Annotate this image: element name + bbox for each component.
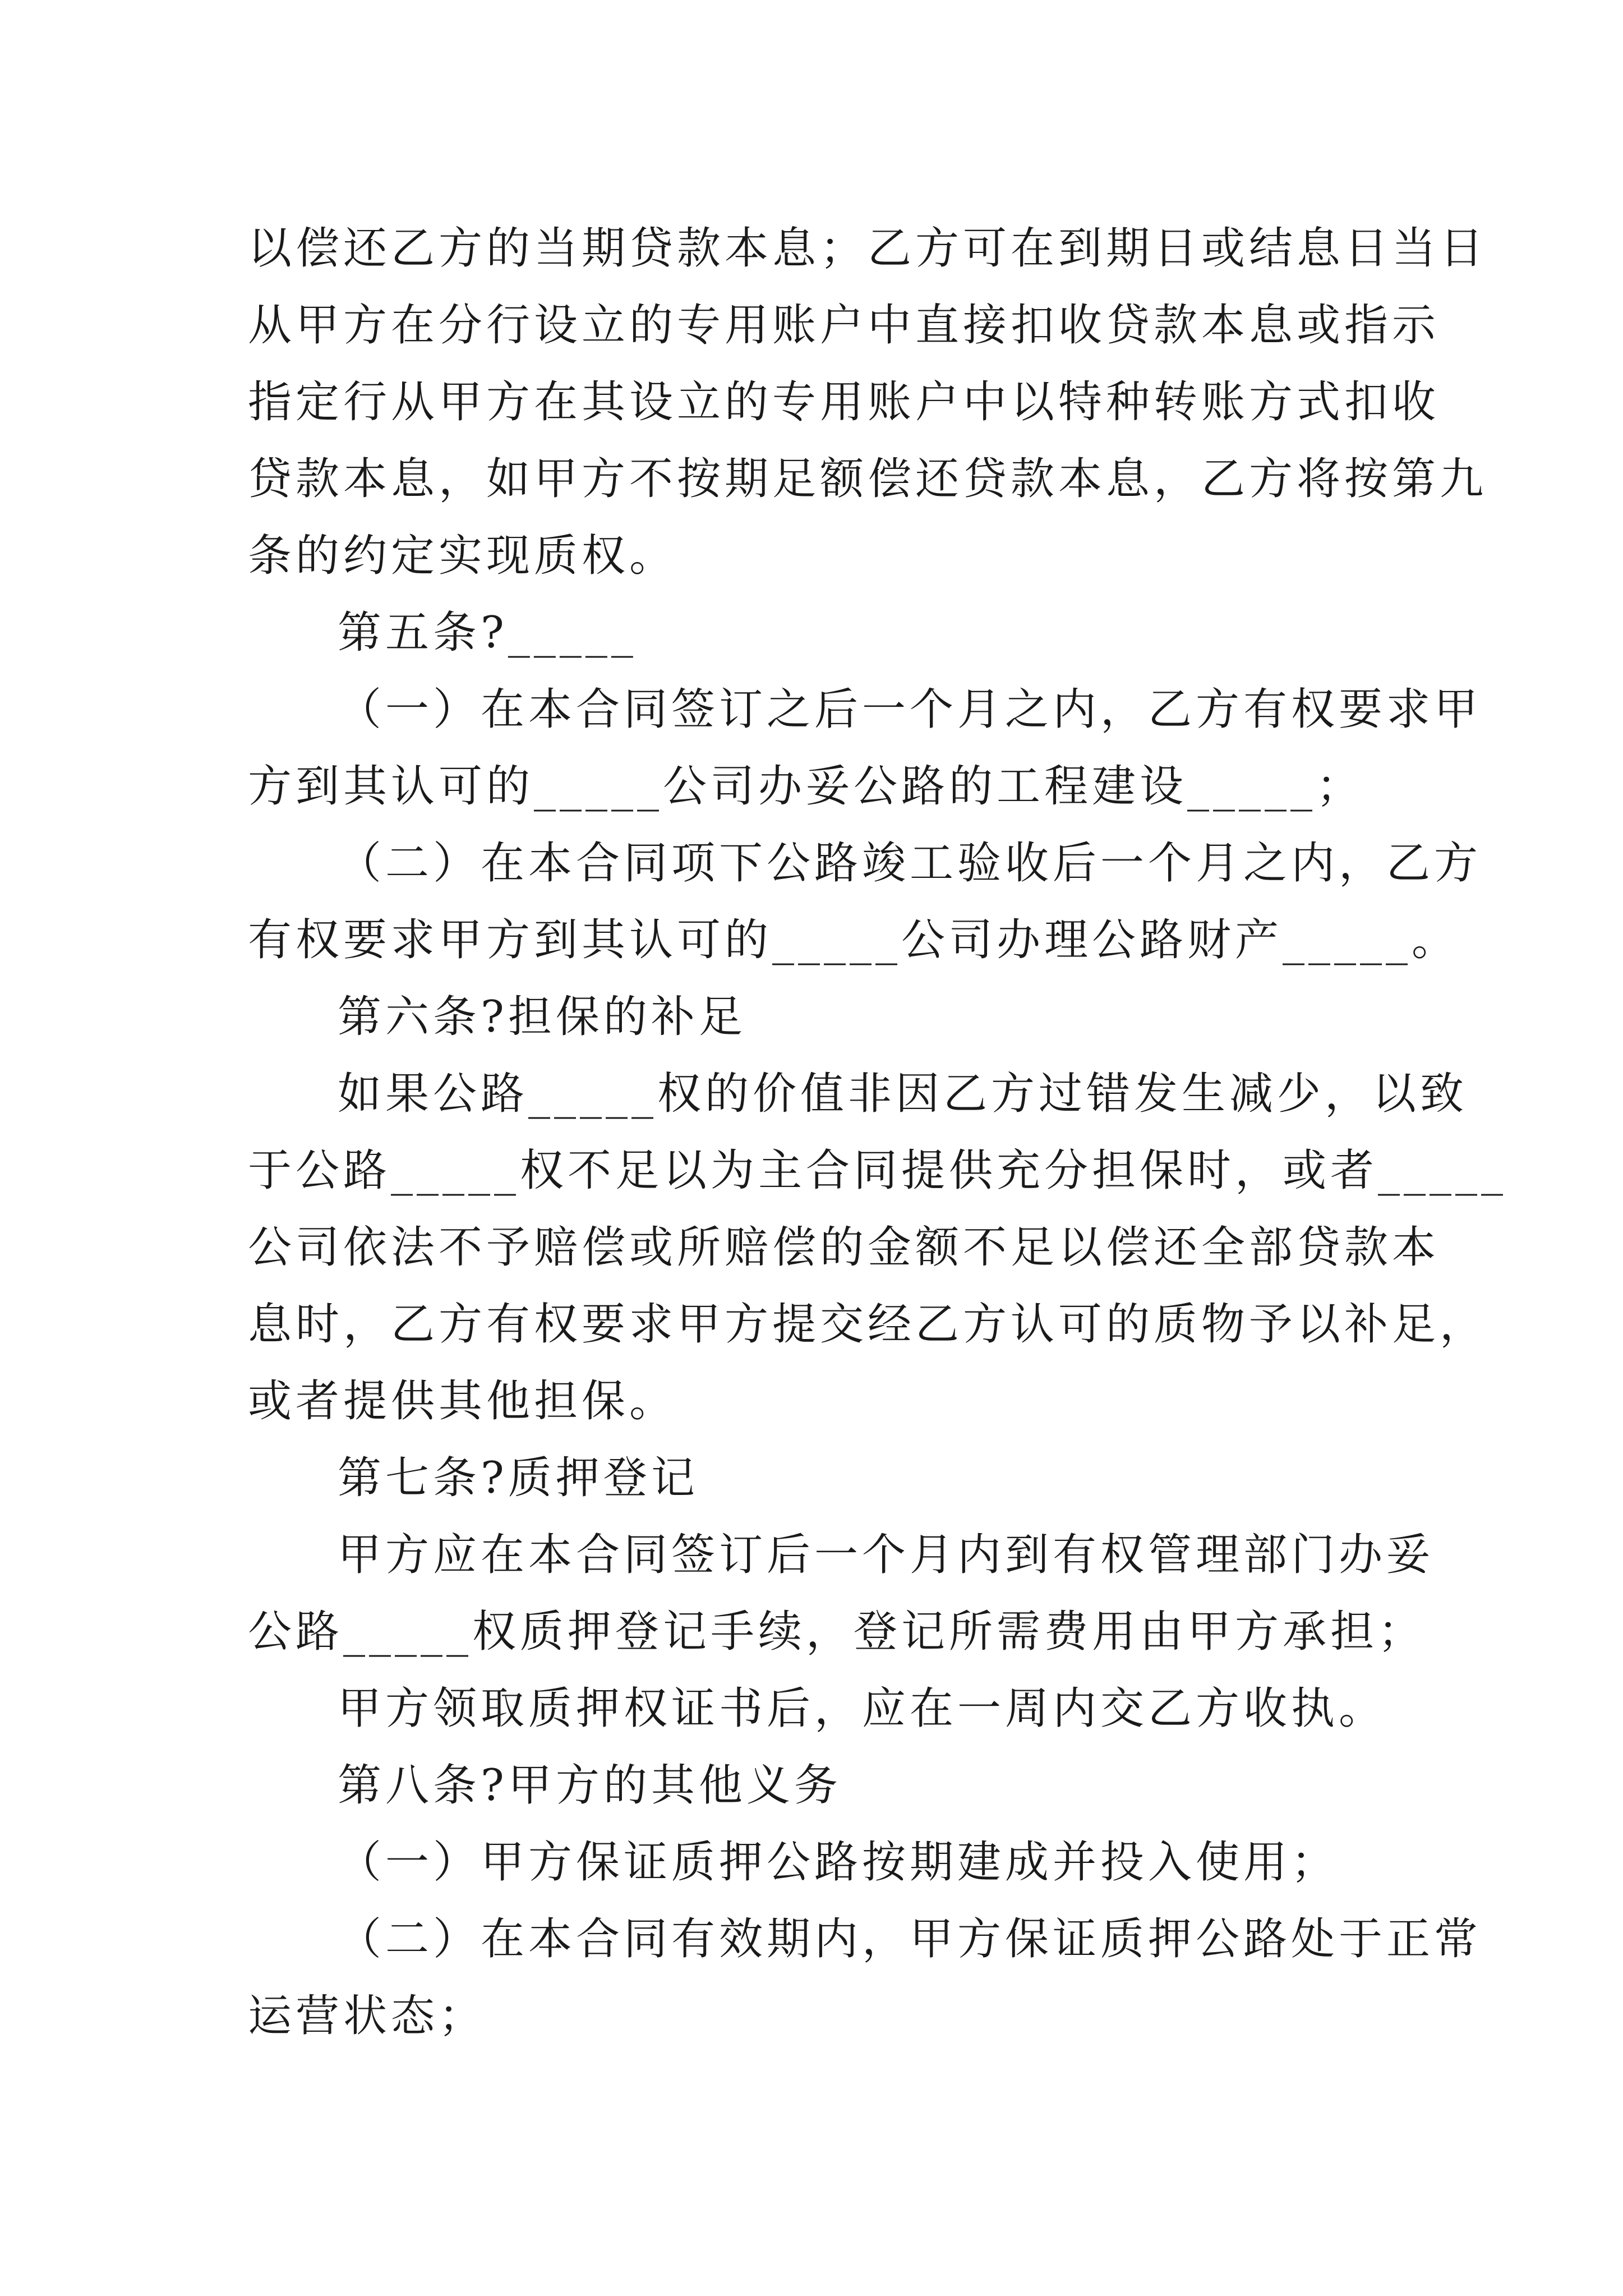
text-line: （二）在本合同项下公路竣工验收后一个月之内，乙方 <box>338 838 1482 889</box>
text-line: 以偿还乙方的当期贷款本息；乙方可在到期日或结息日当日 <box>248 223 1488 274</box>
article-5-heading: 第五条?_____ <box>338 608 637 658</box>
text-line: 贷款本息，如甲方不按期足额偿还贷款本息，乙方将按第九 <box>248 454 1488 504</box>
text-line: 有权要求甲方到其认可的_____公司办理公路财产_____。 <box>248 915 1460 965</box>
article-8-heading: 第八条?甲方的其他义务 <box>338 1760 842 1811</box>
text-line: 方到其认可的_____公司办妥公路的工程建设_____； <box>248 761 1364 812</box>
text-line: 甲方领取质押权证书后，应在一周内交乙方收执。 <box>338 1683 1387 1734</box>
text-line: 如果公路_____权的价值非因乙方过错发生减少，以致 <box>338 1069 1468 1119</box>
contract-text <box>248 210 1507 2055</box>
text-line: （一）甲方保证质押公路按期建成并投入使用； <box>338 1837 1339 1888</box>
text-line: 从甲方在分行设立的专用账户中直接扣收贷款本息或指示 <box>248 300 1440 351</box>
text-line: （二）在本合同有效期内，甲方保证质押公路处于正常 <box>338 1914 1482 1964</box>
text-line: 甲方应在本合同签订后一个月内到有权管理部门办妥 <box>338 1530 1435 1580</box>
text-line: 于公路_____权不足以为主合同提供充分担保时，或者_____ <box>248 1145 1507 1196</box>
text-line: 公路_____权质押登记手续，登记所需费用由甲方承担； <box>248 1607 1426 1657</box>
text-line: 条的约定实现质权。 <box>248 531 677 581</box>
text-line: 公司依法不予赔偿或所赔偿的金额不足以偿还全部贷款本 <box>248 1222 1440 1273</box>
article-6-heading: 第六条?担保的补足 <box>338 992 746 1042</box>
text-line: （一）在本合同签订之后一个月之内，乙方有权要求甲 <box>338 684 1482 735</box>
text-line: 指定行从甲方在其设立的专用账户中以特种转账方式扣收 <box>248 377 1440 427</box>
text-line: 运营状态； <box>248 1991 487 2041</box>
text-line: 息时，乙方有权要求甲方提交经乙方认可的质物予以补足， <box>248 1299 1488 1350</box>
article-7-heading: 第七条?质押登记 <box>338 1453 699 1503</box>
text-line: 或者提供其他担保。 <box>248 1376 677 1427</box>
